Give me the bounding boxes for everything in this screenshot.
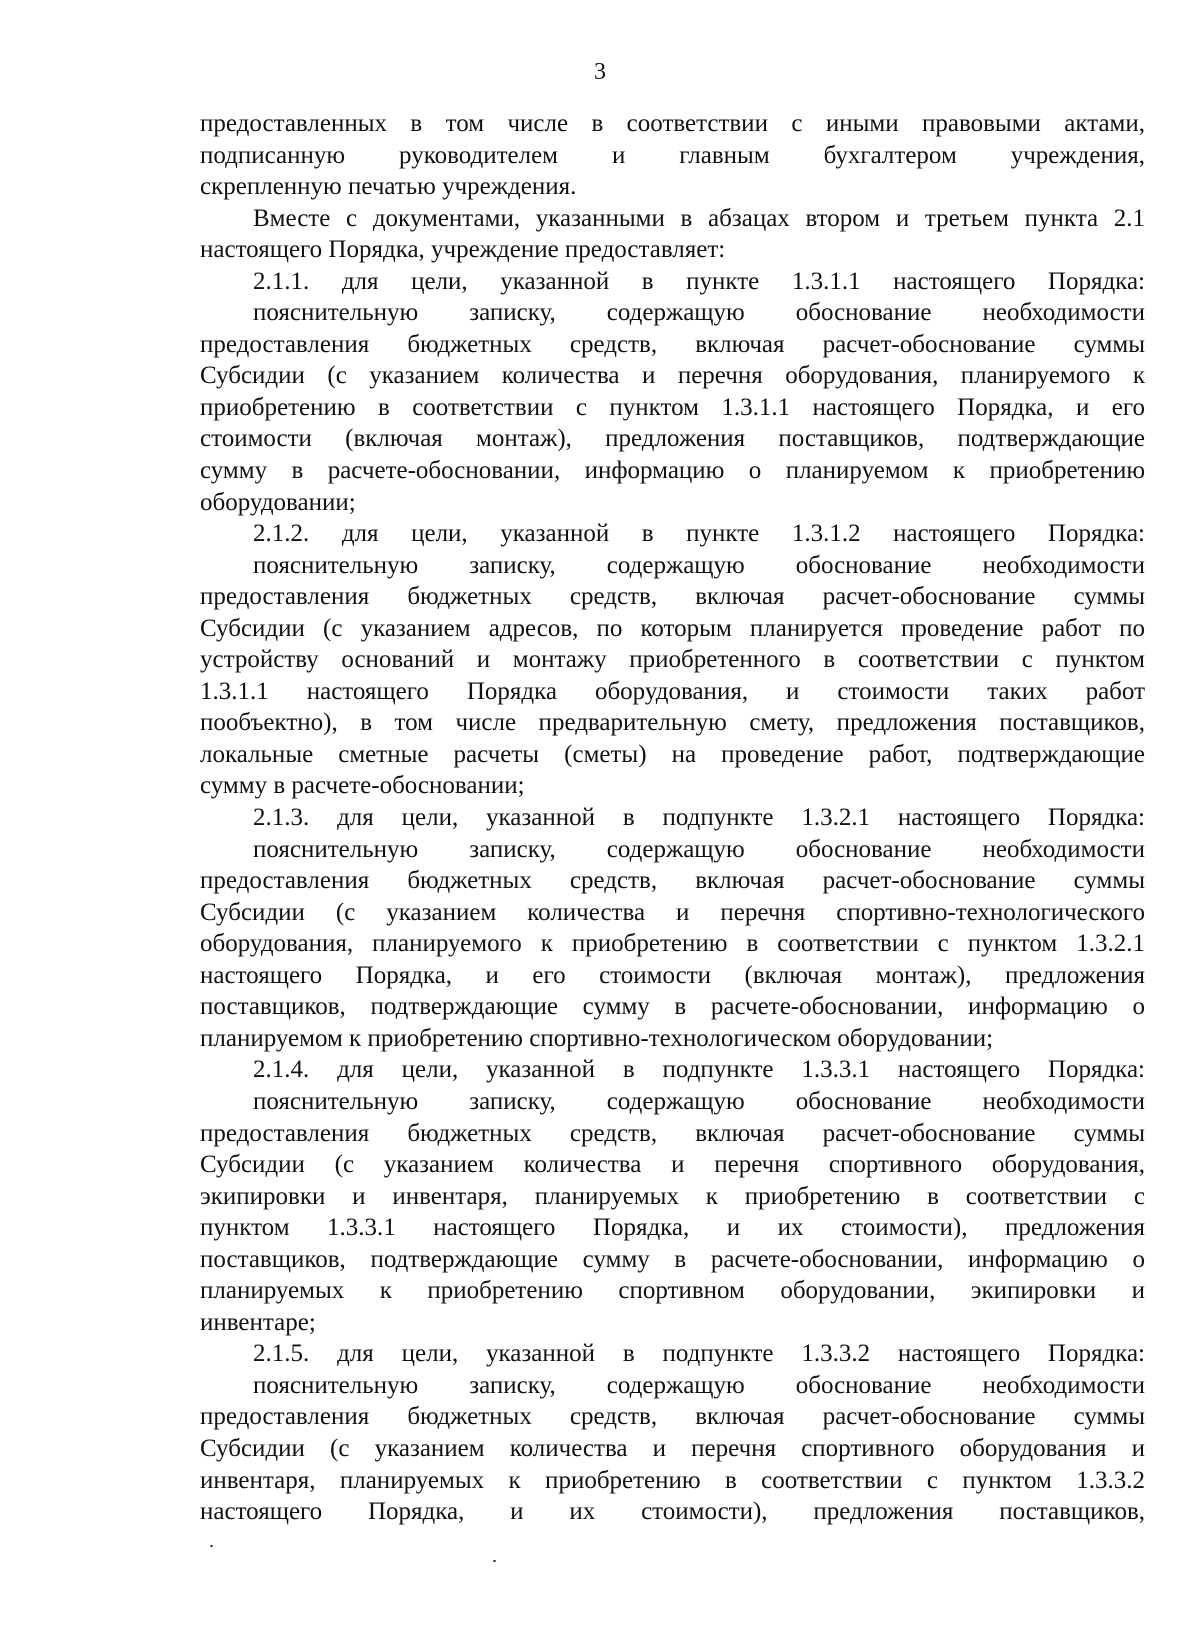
text-line: планируемых к приобретению спортивном оборудовании, экипировки и — [200, 1277, 1145, 1305]
text-line: предоставления бюджетных средств, включая расчет-обоснование суммы — [200, 867, 1145, 895]
text-line: 2.1.4. для цели, указанной в подпункте 1.3.3.1 настоящего Порядка: — [253, 1056, 1145, 1084]
text-line: поставщиков, подтверждающие сумму в расчете-обосновании, информацию о — [200, 1245, 1145, 1273]
text-line: инвентаря, планируемых к приобретению в соответствии с пунктом 1.3.3.2 — [200, 1466, 1145, 1494]
text-line: Субсидии (с указанием количества и перечня спортивного оборудования и — [200, 1434, 1145, 1462]
text-line: настоящего Порядка, и их стоимости), предложения поставщиков, — [200, 1498, 1145, 1526]
text-line: Субсидии (с указанием адресов, по которым планируется проведение работ по — [200, 614, 1145, 642]
text-line: локальные сметные расчеты (сметы) на проведение работ, подтверждающие — [200, 740, 1145, 768]
text-line: предоставления бюджетных средств, включая расчет-обоснование суммы — [200, 1119, 1145, 1147]
text-line: оборудовании; — [200, 488, 356, 516]
text-line: 2.1.5. для цели, указанной в подпункте 1.3.3.2 настоящего Порядка: — [253, 1340, 1145, 1368]
text-line: сумму в расчете-обосновании, информацию о планируемом к приобретению — [200, 457, 1145, 485]
text-line: стоимости (включая монтаж), предложения поставщиков, подтверждающие — [200, 425, 1145, 453]
text-line: пояснительную записку, содержащую обоснование необходимости — [253, 1371, 1145, 1399]
text-line: пояснительную записку, содержащую обоснование необходимости — [253, 1087, 1145, 1115]
text-line: 2.1.1. для цели, указанной в пункте 1.3.1.1 настоящего Порядка: — [253, 267, 1145, 295]
text-line: настоящего Порядка, и его стоимости (включая монтаж), предложения — [200, 961, 1145, 989]
page-number: 3 — [594, 59, 606, 85]
text-line: сумму в расчете-обосновании; — [200, 772, 525, 800]
scan-speck — [493, 1560, 496, 1562]
text-line: подписанную руководителем и главным бухгалтером учреждения, — [200, 141, 1145, 169]
text-line: оборудования, планируемого к приобретению в соответствии с пунктом 1.3.2.1 — [200, 930, 1145, 958]
text-line: Субсидии (с указанием количества и перечня оборудования, планируемого к — [200, 362, 1145, 390]
text-line: предоставленных в том числе в соответствии с иными правовыми актами, — [200, 110, 1145, 137]
text-line: 2.1.3. для цели, указанной в подпункте 1.3.2.1 настоящего Порядка: — [253, 804, 1145, 832]
text-line: устройству оснований и монтажу приобретенного в соответствии с пунктом — [200, 646, 1145, 674]
text-line: предоставления бюджетных средств, включая расчет-обоснование суммы — [200, 1403, 1145, 1431]
text-line: настоящего Порядка, учреждение предоставляет: — [200, 236, 726, 264]
text-line: 1.3.1.1 настоящего Порядка оборудования, и стоимости таких работ — [200, 677, 1145, 705]
text-line: пообъектно), в том числе предварительную смету, предложения поставщиков, — [200, 709, 1145, 737]
text-line: пояснительную записку, содержащую обоснование необходимости — [253, 551, 1145, 579]
text-line: планируемом к приобретению спортивно-технологическом оборудовании; — [200, 1024, 994, 1052]
text-line: пунктом 1.3.3.1 настоящего Порядка, и их стоимости), предложения — [200, 1214, 1145, 1242]
text-line: предоставления бюджетных средств, включая расчет-обоснование суммы — [200, 583, 1145, 611]
text-line: инвентаре; — [200, 1308, 316, 1336]
document-body — [200, 108, 1145, 1528]
text-line: экипировки и инвентаря, планируемых к приобретению в соответствии с — [200, 1182, 1145, 1210]
text-line: пояснительную записку, содержащую обоснование необходимости — [253, 299, 1145, 327]
text-line: Вместе с документами, указанными в абзацах втором и третьем пункта 2.1 — [253, 204, 1145, 232]
text-line: предоставления бюджетных средств, включая расчет-обоснование суммы — [200, 330, 1145, 358]
text-line: поставщиков, подтверждающие сумму в расчете-обосновании, информацию о — [200, 993, 1145, 1021]
text-line: 2.1.2. для цели, указанной в пункте 1.3.1.2 настоящего Порядка: — [253, 520, 1145, 548]
text-line: приобретению в соответствии с пунктом 1.3.1.1 настоящего Порядка, и его — [200, 393, 1145, 421]
text-line: Субсидии (с указанием количества и перечня спортивно-технологического — [200, 898, 1145, 926]
text-line: скрепленную печатью учреждения. — [200, 173, 577, 201]
text-line: пояснительную записку, содержащую обоснование необходимости — [253, 835, 1145, 863]
scan-speck — [210, 1545, 213, 1547]
text-line: Субсидии (с указанием количества и перечня спортивного оборудования, — [200, 1151, 1145, 1179]
